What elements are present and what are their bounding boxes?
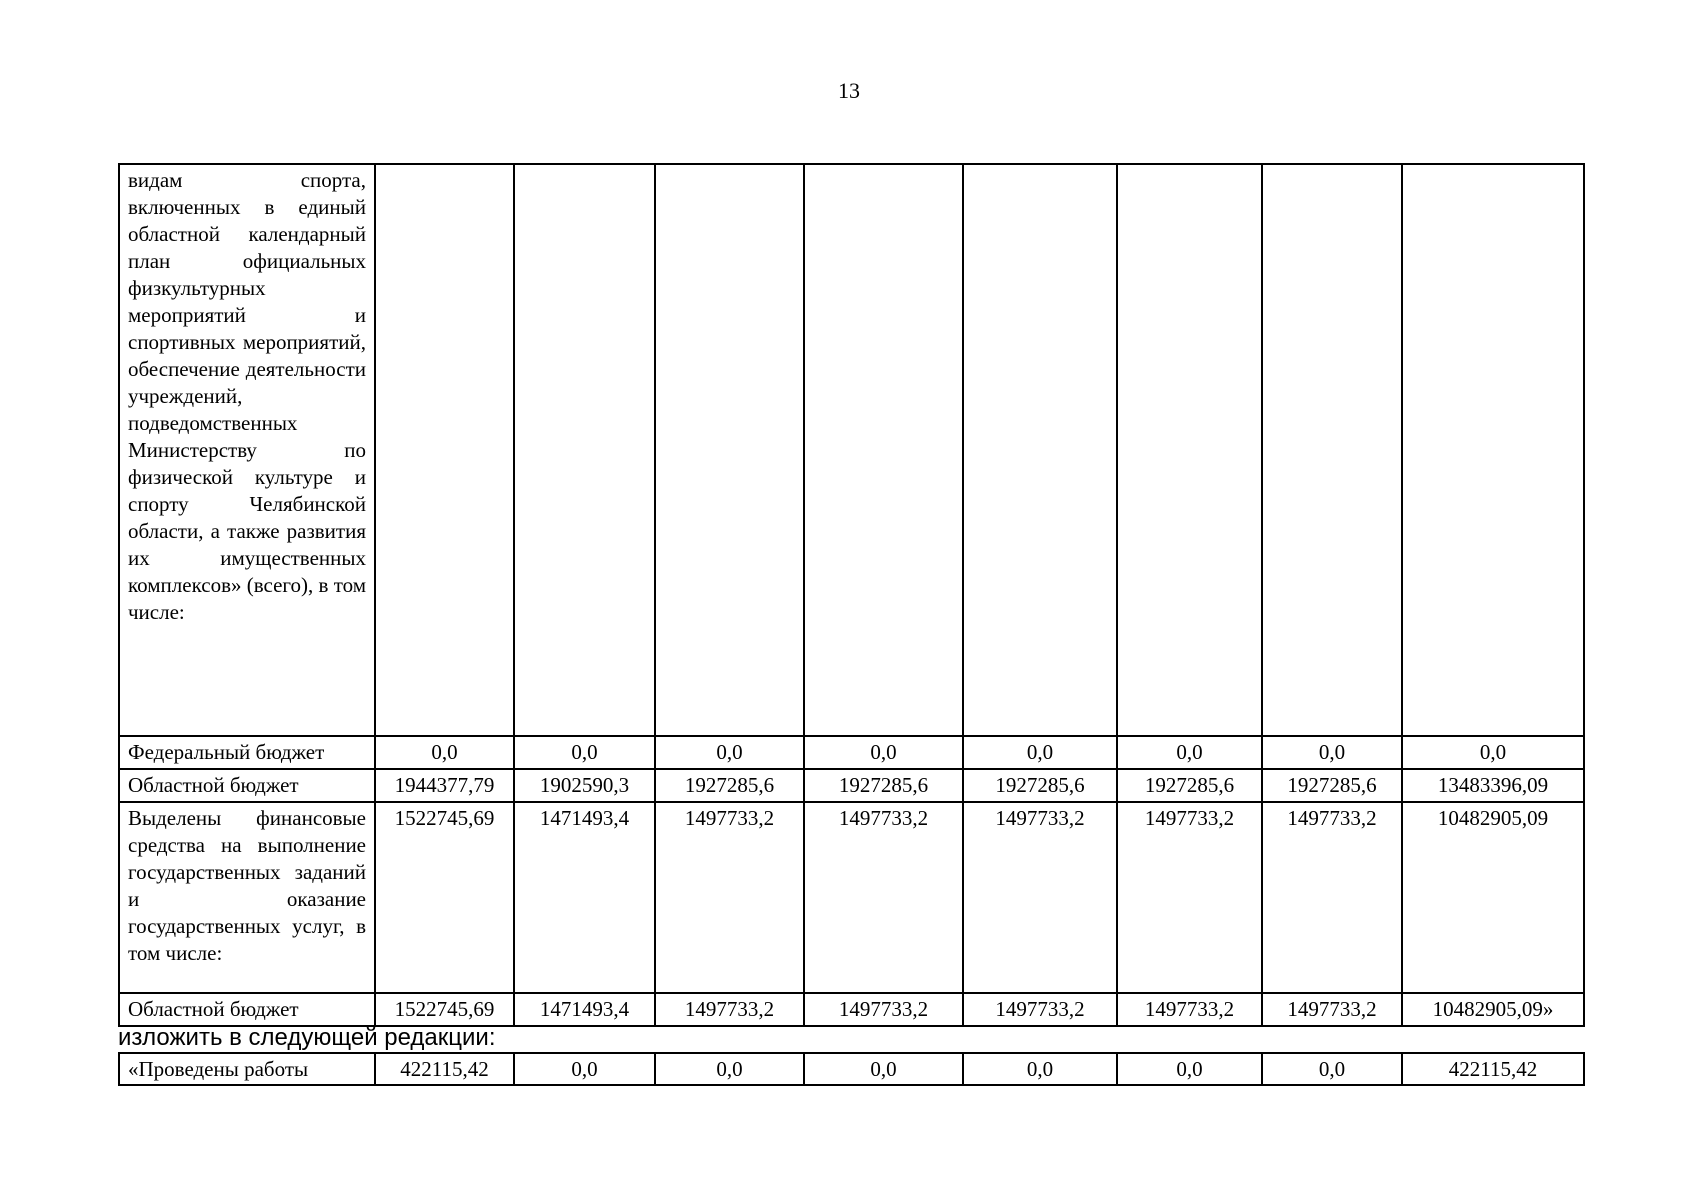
value-cell: 0,0 [804,1053,963,1085]
empty-cell [655,164,804,736]
value-cell: 1497733,2 [655,993,804,1026]
row-label: Областной бюджет [119,993,375,1026]
value-cell: 1497733,2 [1117,993,1262,1026]
value-cell: 1944377,79 [375,769,514,802]
value-cell: 1927285,6 [804,769,963,802]
value-cell: 1902590,3 [514,769,655,802]
total-cell: 10482905,09 [1402,802,1584,993]
value-cell: 0,0 [1117,736,1262,769]
total-cell: 422115,42 [1402,1053,1584,1085]
row-label: Областной бюджет [119,769,375,802]
value-cell: 1497733,2 [963,993,1117,1026]
total-cell: 13483396,09 [1402,769,1584,802]
value-cell: 1497733,2 [963,802,1117,993]
empty-cell [1402,164,1584,736]
total-cell: 0,0 [1402,736,1584,769]
row-label: видам спорта, включенных в единый областной календарный план официальных физкультурных мероприятий и спортивных мероприятий, обеспечение деятельности учреждений, подведомственных Министерству по физической культуре и спорту Челябинской области, а также развития их имущественных комплексов» (всего), в том числе: [119,164,375,736]
row-label: Выделены финансовые средства на выполнение государственных заданий и оказание государственных услуг, в том числе: [119,802,375,993]
value-cell: 0,0 [655,736,804,769]
value-cell: 1927285,6 [655,769,804,802]
value-cell: 1497733,2 [655,802,804,993]
table-row [119,802,1584,993]
total-cell: 10482905,09» [1402,993,1584,1026]
empty-cell [963,164,1117,736]
value-cell: 0,0 [514,736,655,769]
value-cell: 1497733,2 [804,993,963,1026]
page-number: 13 [838,78,860,103]
value-cell: 0,0 [1262,736,1402,769]
value-cell: 0,0 [963,1053,1117,1085]
new-edition-table [118,1052,1585,1086]
value-cell: 1497733,2 [1117,802,1262,993]
edit-instruction: изложить в следующей редакции: [118,1024,496,1051]
value-cell: 1471493,4 [514,993,655,1026]
table-row [119,736,1584,769]
value-cell: 0,0 [1262,1053,1402,1085]
value-cell: 1522745,69 [375,802,514,993]
row-label: Федеральный бюджет [119,736,375,769]
table-row [119,993,1584,1026]
value-cell: 422115,42 [375,1053,514,1085]
value-cell: 0,0 [375,736,514,769]
value-cell: 1927285,6 [1262,769,1402,802]
table-row [119,769,1584,802]
empty-cell [375,164,514,736]
value-cell: 1522745,69 [375,993,514,1026]
value-cell: 1497733,2 [1262,993,1402,1026]
empty-cell [514,164,655,736]
empty-cell [1117,164,1262,736]
empty-cell [1262,164,1402,736]
value-cell: 0,0 [514,1053,655,1085]
value-cell: 0,0 [1117,1053,1262,1085]
value-cell: 0,0 [963,736,1117,769]
value-cell: 1927285,6 [963,769,1117,802]
budget-table [118,163,1585,1027]
value-cell: 1927285,6 [1117,769,1262,802]
table-row [119,1053,1584,1085]
value-cell: 1471493,4 [514,802,655,993]
row-label: «Проведены работы [119,1053,375,1085]
value-cell: 1497733,2 [804,802,963,993]
value-cell: 1497733,2 [1262,802,1402,993]
value-cell: 0,0 [655,1053,804,1085]
table-row [119,164,1584,736]
empty-cell [804,164,963,736]
value-cell: 0,0 [804,736,963,769]
